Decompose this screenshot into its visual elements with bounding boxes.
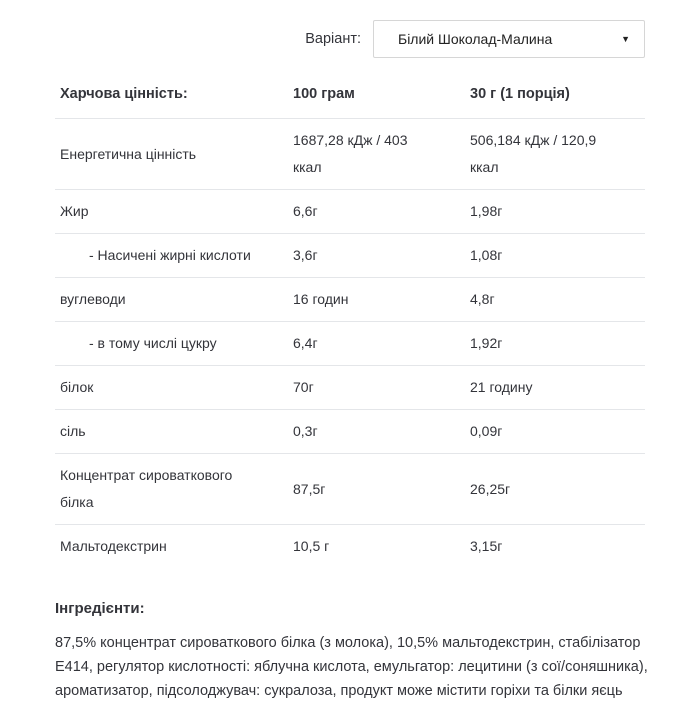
nutrient-per100-value: 10,5 г [293, 538, 330, 554]
nutrient-name: - Насичені жирні кислоти [55, 234, 293, 278]
ingredients-heading: Інгредієнти: [55, 600, 145, 617]
variant-row [55, 20, 645, 58]
variant-label: Варіант: [305, 31, 361, 47]
nutrient-per100-value: 3,6г [293, 234, 470, 278]
nutrient-name: - в тому числі цукру [55, 322, 293, 366]
nutrient-per30-value: 1,98г [470, 190, 645, 234]
product-details-section [55, 0, 648, 703]
nutrient-per30-value: 4,8г [470, 278, 645, 322]
table-row [55, 190, 645, 234]
nutrient-per100-value: 0,3г [293, 410, 470, 454]
nutrient-per100-value: 87,5г [293, 454, 470, 525]
table-row [55, 366, 645, 410]
nutrition-table [55, 75, 645, 568]
nutrition-header-row [55, 75, 645, 119]
table-row [55, 119, 645, 190]
nutrient-name: Мальтодекстрин [60, 538, 167, 554]
table-row [55, 278, 645, 322]
nutrient-per30-value: 0,09г [470, 410, 645, 454]
nutrient-per100-value: 1687,28 кДж / 403 ккал [293, 119, 470, 190]
nutrient-per100-value: 16 годин [293, 278, 470, 322]
table-row [55, 410, 645, 454]
nutrient-per30-value: 21 годину [470, 366, 645, 410]
nutrient-name: Енергетична цінність [55, 119, 293, 190]
ingredients-text: 87,5% концентрат сироваткового білка (з молока), 10,5% мальтодекстрин, стабілізатор Е414, регулятор кислотності: яблучна кислота, емульгатор: лецитини (з сої/соняшника), ароматизатор, підсолоджувач: сукралоза, продукт може містити горіхи та білки яєць [55, 635, 648, 699]
nutrient-per30-value: 1,08г [470, 234, 645, 278]
nutrient-name: білок [55, 366, 293, 410]
table-row [55, 234, 645, 278]
table-row [55, 322, 645, 366]
table-row [55, 454, 645, 525]
nutrient-per100-value: 6,6г [293, 190, 470, 234]
nutrition-header-per30: 30 г (1 порція) [470, 75, 645, 119]
nutrient-name: Жир [55, 190, 293, 234]
table-row [55, 525, 645, 569]
variant-select-dropdown[interactable] [373, 20, 645, 58]
nutrient-per30-value: 26,25г [470, 454, 645, 525]
nutrient-per30-value: 1,92г [470, 322, 645, 366]
nutrient-name: Концентрат сироваткового білка [55, 454, 293, 525]
nutrition-header-per100: 100 грам [293, 75, 470, 119]
nutrient-per100-value: 6,4г [293, 322, 470, 366]
nutrient-name: вуглеводи [55, 278, 293, 322]
ingredients-section [55, 600, 648, 703]
nutrient-name: сіль [55, 410, 293, 454]
nutrient-per100-value: 70г [293, 366, 470, 410]
nutrient-per30-value: 506,184 кДж / 120,9 ккал [470, 119, 645, 190]
nutrition-header-name: Харчова цінність: [55, 75, 293, 119]
nutrition-table-body [55, 119, 645, 569]
chevron-down-icon: ▼ [621, 33, 630, 44]
nutrient-per30-value: 3,15г [470, 538, 503, 554]
variant-selected-value: Білий Шоколад-Малина [398, 31, 553, 47]
